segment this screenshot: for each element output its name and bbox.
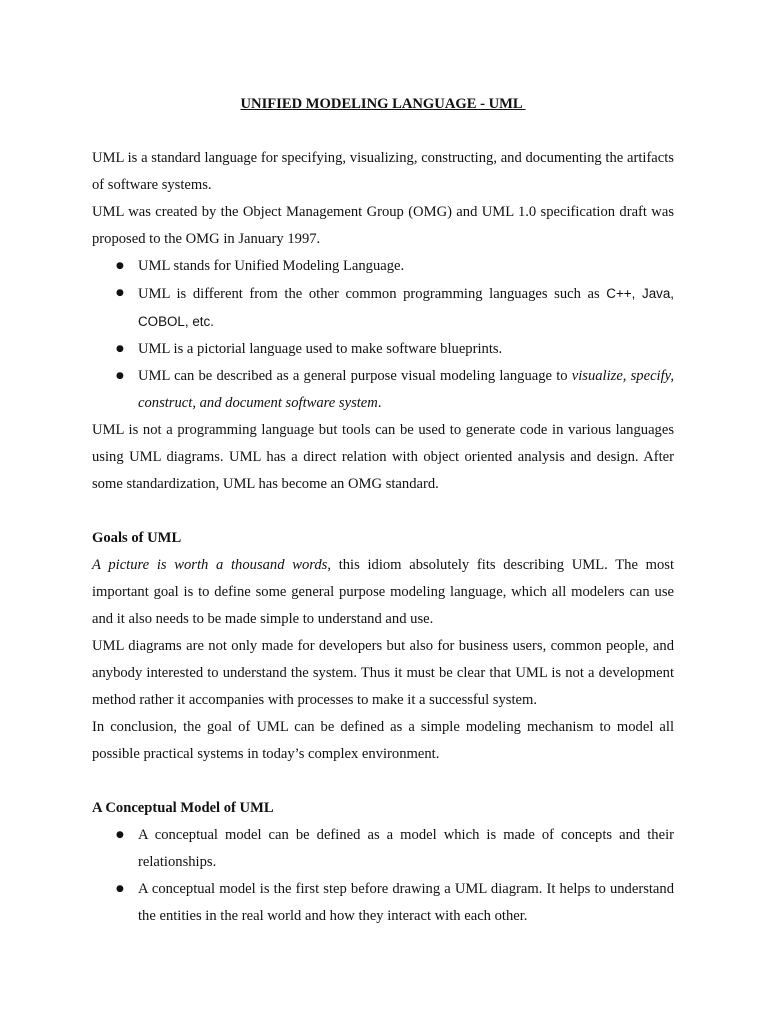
bullet-icon: ●	[116, 288, 124, 298]
list-item-text: UML is different from the other common programming languages such as	[138, 286, 607, 302]
conceptual-model-heading: A Conceptual Model of UML	[92, 800, 274, 816]
goals-paragraph-1-rest: , this idiom absolutely fits describing UML. The most important goal is to define some general purpose modeling language, which all modelers can use and it also needs to be made simple to understand and use.	[92, 557, 674, 627]
idiom-text: A picture is worth a thousand words	[92, 557, 328, 573]
list-item	[92, 363, 674, 417]
conceptual-model-list	[92, 822, 674, 930]
intro-paragraph-1: UML is a standard language for specifying, visualizing, constructing, and documenting the artifacts of software systems.	[92, 150, 674, 193]
list-item	[92, 253, 674, 280]
spacer	[92, 768, 674, 795]
document-body	[92, 95, 674, 930]
bullet-icon: ●	[116, 261, 124, 271]
list-item-text: UML can be described as a general purpose visual modeling language to	[138, 368, 572, 384]
intro-paragraph-2: UML was created by the Object Management Group (OMG) and UML 1.0 specification draft was proposed to the OMG in January 1997.	[92, 204, 674, 247]
list-item-text: UML is a pictorial language used to make software blueprints.	[138, 341, 503, 357]
list-item	[92, 822, 674, 876]
spacer	[92, 498, 674, 525]
language-names: C++, Java, COBOL, etc.	[138, 286, 674, 329]
uml-facts-list	[92, 253, 674, 417]
list-item-text-end: .	[377, 395, 382, 411]
bullet-icon: ●	[116, 371, 124, 381]
uml-relation-paragraph: UML is not a programming language but tools can be used to generate code in various languages using UML diagrams. UML has a direct relation with object oriented analysis and design. After some standardization, UML has become an OMG standard.	[92, 422, 674, 492]
goals-paragraph-2: UML diagrams are not only made for developers but also for business users, common people, and anybody interested to understand the system. Thus it must be clear that UML is not a development method rather it accompanies with processes to make it a successful system.	[92, 638, 674, 708]
emphasis-text: visualize, specify, construct, and document software system	[138, 368, 674, 411]
list-item-text: UML stands for Unified Modeling Language.	[138, 258, 405, 274]
list-item	[92, 336, 674, 363]
list-item-text: A conceptual model can be defined as a model which is made of concepts and their relationships.	[138, 827, 674, 870]
goals-heading: Goals of UML	[92, 530, 182, 546]
bullet-icon: ●	[116, 884, 124, 894]
list-item	[92, 876, 674, 930]
goals-paragraph-1	[92, 552, 674, 633]
list-item	[92, 280, 674, 336]
document-title: UNIFIED MODELING LANGUAGE - UML	[240, 96, 526, 112]
bullet-icon: ●	[116, 344, 124, 354]
goals-paragraph-3: In conclusion, the goal of UML can be defined as a simple modeling mechanism to model all possible practical systems in today’s complex environment.	[92, 719, 674, 762]
list-item-text: A conceptual model is the first step before drawing a UML diagram. It helps to understand the entities in the real world and how they interact with each other.	[138, 881, 674, 924]
bullet-icon: ●	[116, 830, 124, 840]
